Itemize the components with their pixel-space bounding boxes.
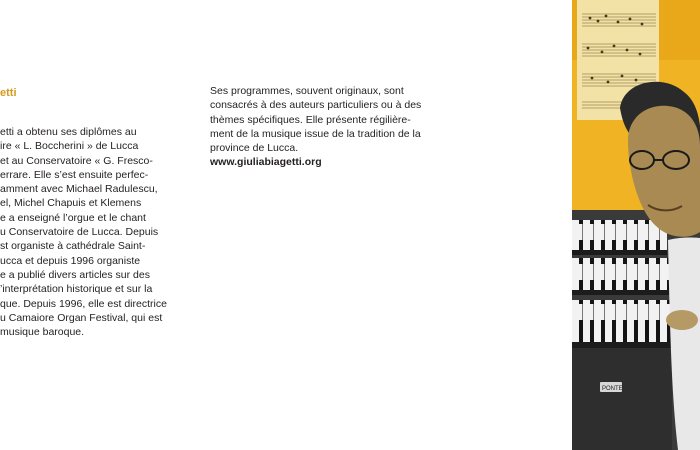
bio-line: musique baroque. [0,326,85,339]
keyboard-label: PONTE [602,386,623,392]
bio-line: Ses programmes, souvent originaux, sont [210,85,404,97]
bio-line: el, Michel Chapuis et Klemens [0,197,142,210]
bio-line: amment avec Michael Radulescu, [0,183,158,196]
bio-line: etti a obtenu ses diplômes au [0,126,137,138]
manual-keys-upper [572,220,667,250]
bio-line: u Conservatoire de Lucca. Depuis [0,226,159,239]
bio-line: st organiste à cathédrale Saint- [0,240,146,253]
artist-name: etti [0,87,17,99]
bio-line: province de Lucca. [210,142,299,155]
manual-keys-middle [572,258,672,290]
bio-line: consacrés à des auteurs particuliers ou à des [210,99,422,112]
bio-line: ’interprétation historique et sur la [0,283,153,296]
bio-line: ire « L. Boccherini » de Lucca [0,140,139,153]
bio-line: ucca et depuis 1996 organiste [0,254,141,267]
biography-right-column [210,84,470,170]
bio-line: e a publié divers articles sur des [0,268,150,281]
bio-line: errare. Elle s’est ensuite perfec- [0,168,149,181]
organist-photo-image [572,0,700,450]
bio-line: thèmes spécifiques. Elle présente régilière- [210,113,411,126]
bio-line: u Camaiore Organ Festival, qui est [0,311,163,324]
bio-line: ment de la musique issue de la tradition de la [210,127,421,140]
bio-line: que. Depuis 1996, elle est directrice [0,297,167,310]
bio-line: e a enseigné l’orgue et le chant [0,211,146,224]
organist-photo [572,0,700,450]
bio-line: et au Conservatoire « G. Fresco- [0,154,153,167]
biography-left-column [0,125,220,339]
manual-keys-lower [572,300,672,342]
website-link[interactable]: www.giuliabiagetti.org [210,156,322,169]
